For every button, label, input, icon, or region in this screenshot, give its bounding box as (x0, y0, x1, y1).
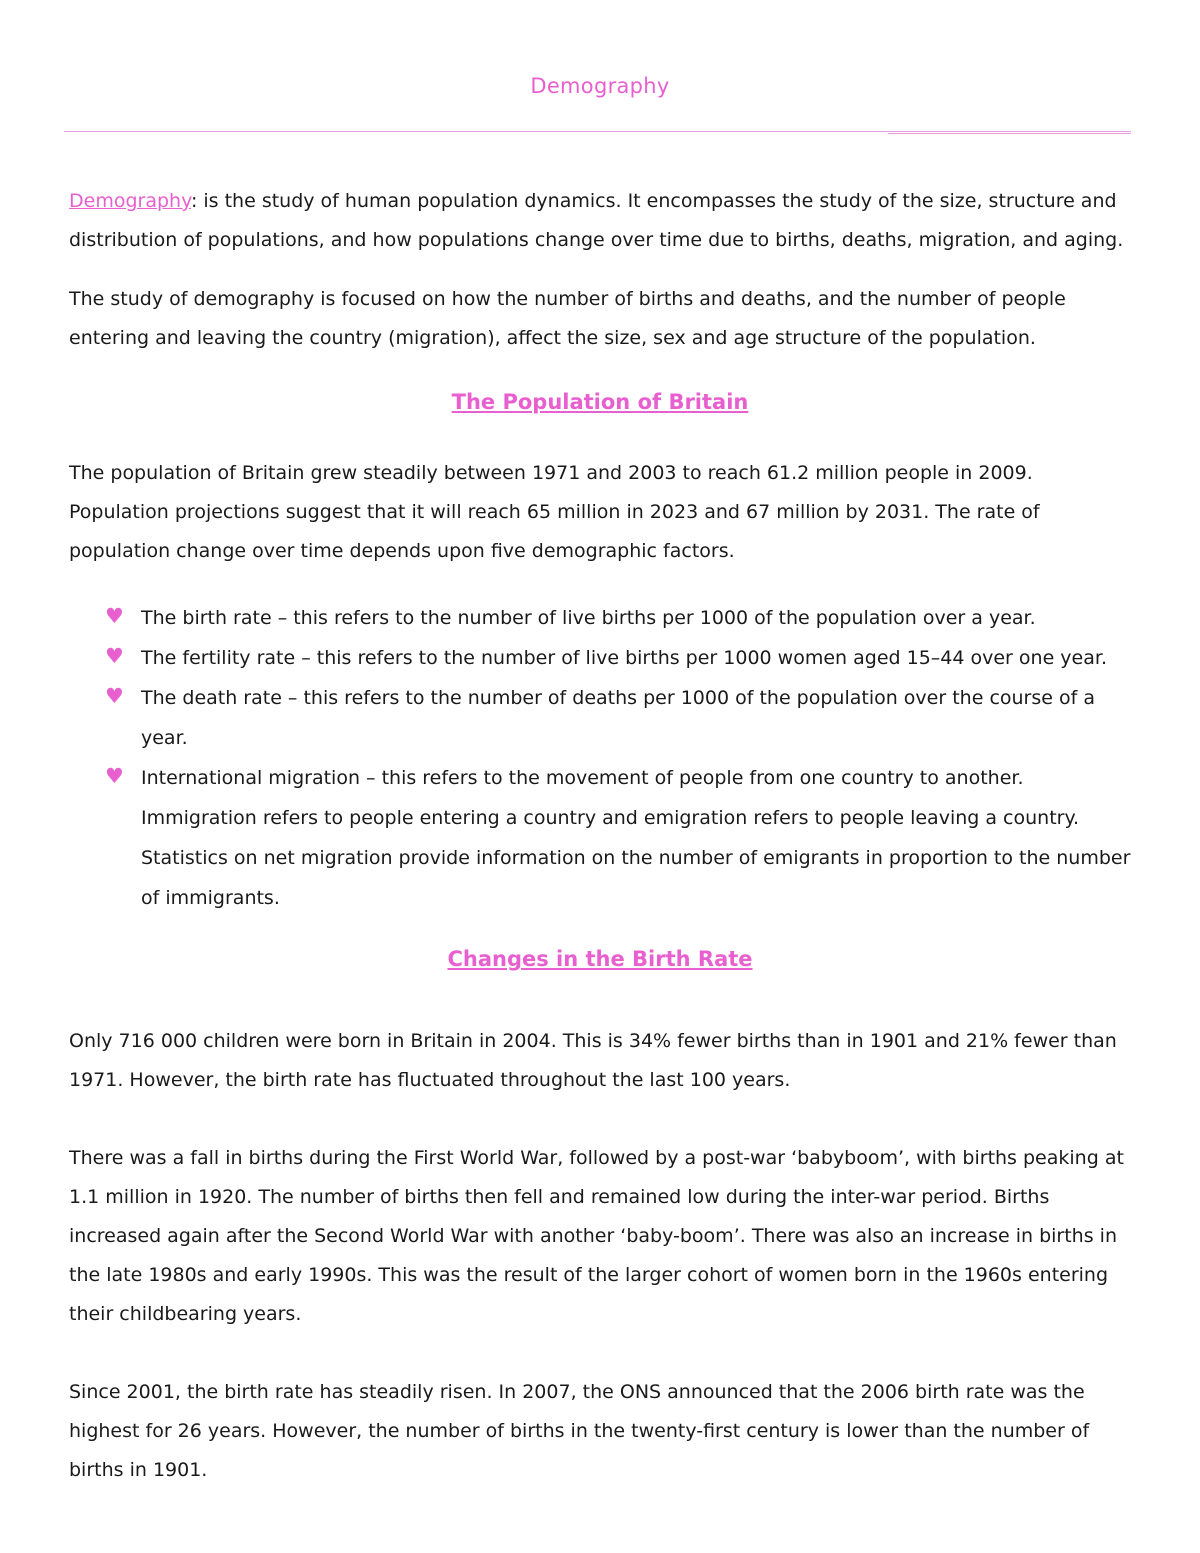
title-divider-segment (888, 133, 1131, 134)
intro-paragraph (69, 182, 1134, 260)
list-item (105, 758, 1135, 918)
list-item-text: The birth rate – this refers to the number of live births per 1000 of the population over a year. (141, 607, 1036, 629)
section-heading-population: The Population of Britain (451, 390, 749, 414)
demographic-factors-list (105, 598, 1135, 918)
heart-icon: ♥ (105, 604, 124, 628)
title-divider (64, 131, 1131, 132)
intro-definition: : is the study of human population dynamics. It encompasses the study of the size, structure and distribution of populations, and how populations change over time due to births, deaths, migration, and aging. (69, 190, 1124, 251)
heart-icon: ♥ (105, 764, 124, 788)
list-item-text: The death rate – this refers to the number of deaths per 1000 of the population over the course of a year. (141, 687, 1095, 749)
document-title: Demography (530, 74, 670, 98)
population-paragraph: The population of Britain grew steadily between 1971 and 2003 to reach 61.2 million people in 2009. Population projections suggest that it will reach 65 million in 2023 and 67 million by 2031. The rate of population change over time depends upon five demographic factors. (69, 462, 1040, 562)
intro-paragraph-2: The study of demography is focused on how the number of births and deaths, and the number of people entering and leaving the country (migration), affect the size, sex and age structure of the population. (69, 288, 1066, 349)
list-item-text: The fertility rate – this refers to the number of live births per 1000 women aged 15–44 over one year. (141, 647, 1107, 669)
list-item (105, 678, 1135, 758)
list-item (105, 598, 1135, 638)
list-item-text: International migration – this refers to the movement of people from one country to another. Immigration refers to people entering a country and emigration refers to people leaving a country. Statistics on net migration provide information on the number of emigrants in proportion to the number of immigrants. (141, 767, 1131, 909)
heart-icon: ♥ (105, 644, 124, 668)
term-link-demography[interactable]: Demography (69, 190, 191, 212)
birth-rate-paragraph-1: Only 716 000 children were born in Britain in 2004. This is 34% fewer births than in 1901 and 21% fewer than 1971. However, the birth rate has fluctuated throughout the last 100 years. (69, 1030, 1117, 1091)
list-item (105, 638, 1135, 678)
birth-rate-paragraph-2: There was a fall in births during the First World War, followed by a post-war ‘babyboom’, with births peaking at 1.1 million in 1920. The number of births then fell and remained low during the inter-war period. Births increased again after the Second World War with another ‘baby-boom’. There was also an increase in births in the late 1980s and early 1990s. This was the result of the larger cohort of women born in the 1960s entering their childbearing years. (69, 1147, 1124, 1325)
section-heading-birth-rate: Changes in the Birth Rate (447, 947, 753, 971)
heart-icon: ♥ (105, 684, 124, 708)
birth-rate-paragraph-3: Since 2001, the birth rate has steadily risen. In 2007, the ONS announced that the 2006 birth rate was the highest for 26 years. However, the number of births in the twenty-first century is lower than the number of births in 1901. (69, 1381, 1090, 1481)
